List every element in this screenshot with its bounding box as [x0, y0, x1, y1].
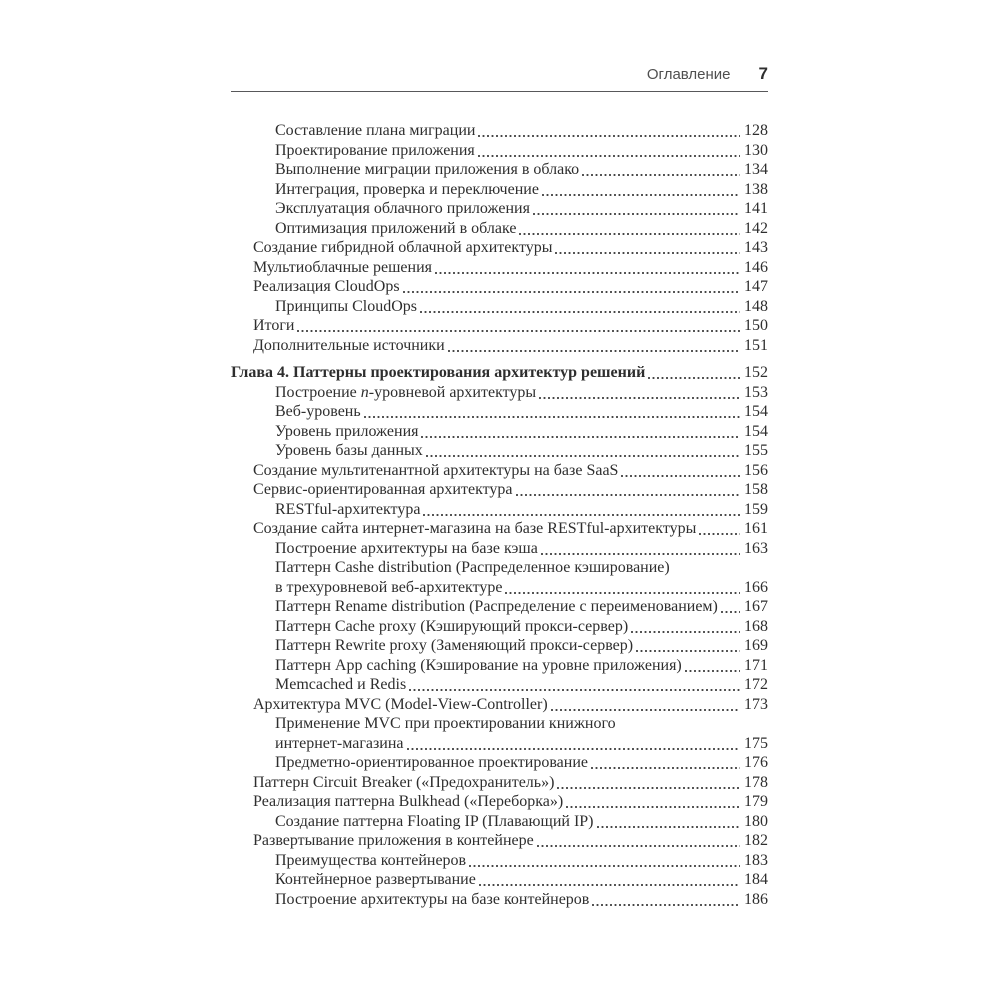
- dot-leader: [648, 377, 740, 379]
- toc-entry-page: 155: [744, 442, 768, 459]
- toc-entry-title: Глава 4. Паттерны проектирования архитектур решений: [231, 364, 646, 381]
- toc-entry-title: Паттерн Cache proxy (Кэширующий прокси-сервер): [275, 617, 629, 635]
- toc-row: [231, 363, 768, 383]
- dot-leader: [407, 748, 740, 750]
- dot-leader: [516, 494, 740, 496]
- toc-row: [231, 199, 768, 219]
- toc-row: [231, 636, 768, 656]
- toc-row: [231, 812, 768, 832]
- dot-leader: [478, 155, 740, 157]
- toc-entry-title: Развертывание приложения в контейнере: [253, 832, 534, 849]
- dot-leader: [364, 416, 740, 418]
- dot-leader: [421, 436, 740, 438]
- toc-row: [231, 558, 768, 578]
- toc-row: [231, 519, 768, 539]
- toc-row: [231, 792, 768, 812]
- toc-entry-page: 142: [744, 219, 768, 237]
- toc-entry-title: Уровень приложения: [275, 422, 419, 440]
- dot-leader: [699, 533, 740, 535]
- toc-entry-page: 175: [744, 734, 768, 752]
- toc-row: [231, 578, 768, 598]
- toc-entry-page: 161: [744, 520, 768, 537]
- toc-row: [231, 656, 768, 676]
- toc-entry-page: 180: [744, 812, 768, 830]
- toc-entry-page: 183: [744, 851, 768, 869]
- dot-leader: [541, 553, 740, 555]
- toc-entry-page: 156: [744, 461, 768, 479]
- toc-row: [231, 316, 768, 336]
- toc-row: [231, 773, 768, 793]
- toc-row: [231, 500, 768, 520]
- dot-leader: [519, 233, 740, 235]
- page-content: [231, 64, 768, 909]
- toc-row: [231, 714, 768, 734]
- page-number: 7: [758, 64, 768, 83]
- toc-entry-page: 148: [744, 297, 768, 315]
- toc-entry-page: 150: [744, 317, 768, 334]
- toc-entry-page: 167: [744, 598, 768, 615]
- toc-entry-title: Создание мультитенантной архитектуры на базе SaaS: [253, 461, 619, 479]
- dot-leader: [566, 806, 740, 808]
- toc-entry-title: Создание гибридной облачной архитектуры: [253, 239, 553, 256]
- toc-row: [231, 297, 768, 317]
- toc-entry-page: 151: [744, 336, 768, 354]
- dot-leader: [542, 194, 740, 196]
- toc-entry-page: 173: [744, 695, 768, 713]
- toc-entry-title: Выполнение миграции приложения в облако: [275, 161, 580, 178]
- toc-entry-title: Принципы CloudOps: [275, 297, 418, 315]
- toc-entry-title: Построение архитектуры на базе кэша: [275, 539, 538, 557]
- toc-entry-page: 159: [744, 500, 768, 518]
- toc-entry-title: Memcached и Redis: [275, 676, 407, 693]
- toc-row: [231, 441, 768, 461]
- toc-entry-page: 134: [744, 161, 768, 178]
- toc-entry-title: Эксплуатация облачного приложения: [275, 200, 530, 217]
- toc-entry-title: RESTful-архитектура: [275, 500, 421, 518]
- toc-entry-title: Создание паттерна Floating IP (Плавающий IP): [275, 812, 594, 830]
- dot-leader: [448, 350, 740, 352]
- toc-row: [231, 695, 768, 715]
- toc-entry-title: Мультиоблачные решения: [253, 258, 433, 276]
- toc-row: [231, 831, 768, 851]
- toc-entry-title: Реализация CloudOps: [253, 278, 400, 295]
- toc-row: [231, 870, 768, 890]
- toc-row: [231, 422, 768, 442]
- toc-entry-page: 152: [744, 364, 768, 381]
- toc-entry-page: 163: [744, 539, 768, 557]
- toc-row: [231, 238, 768, 258]
- dot-leader: [636, 650, 740, 652]
- dot-leader: [505, 592, 740, 594]
- running-header-title: Оглавление: [646, 66, 731, 83]
- toc-entry-page: 186: [744, 890, 768, 908]
- toc-entry-title: Паттерн Rename distribution (Распределение с переименованием): [275, 598, 718, 615]
- dot-leader: [537, 845, 740, 847]
- toc-entry-page: 178: [744, 773, 768, 791]
- toc-entry-title: Уровень базы данных: [275, 442, 423, 459]
- toc-entry-page: 169: [744, 637, 768, 654]
- toc-entry-title: в трехуровневой веб-архитектуре: [275, 578, 503, 596]
- toc-row: [231, 121, 768, 141]
- toc-entry-page: 154: [744, 403, 768, 420]
- dot-leader: [621, 475, 740, 477]
- toc-entry-title: Сервис-ориентированная архитектура: [253, 481, 513, 498]
- toc-row: [231, 461, 768, 481]
- dot-leader: [469, 865, 740, 867]
- dot-leader: [557, 787, 740, 789]
- toc-row: [231, 160, 768, 180]
- dot-leader: [403, 291, 740, 293]
- dot-leader: [435, 272, 740, 274]
- toc-entry-page: 141: [744, 200, 768, 217]
- toc-row: [231, 141, 768, 161]
- toc-row: [231, 258, 768, 278]
- toc-entry-page: 172: [744, 676, 768, 693]
- toc-row: [231, 539, 768, 559]
- toc-entry-title: Паттерн App caching (Кэширование на уровне приложения): [275, 656, 682, 674]
- dot-leader: [551, 709, 740, 711]
- toc-entry-title: Контейнерное развертывание: [275, 871, 476, 888]
- dot-leader: [420, 311, 740, 313]
- toc-entry-page: 184: [744, 871, 768, 888]
- dot-leader: [592, 904, 740, 906]
- toc-entry-page: 176: [744, 754, 768, 771]
- toc-entry-page: 171: [744, 656, 768, 674]
- toc-row: [231, 617, 768, 637]
- dot-leader: [631, 631, 740, 633]
- dot-leader: [426, 455, 740, 457]
- toc-entry-title: Итоги: [253, 317, 295, 334]
- toc-row: [231, 734, 768, 754]
- toc-entry-page: 158: [744, 481, 768, 498]
- dot-leader: [555, 252, 740, 254]
- toc-entry-page: 168: [744, 617, 768, 635]
- toc-row: [231, 675, 768, 695]
- toc-entry-title: Проектирование приложения: [275, 141, 475, 159]
- toc-entry-page: 138: [744, 180, 768, 198]
- toc-entry-title: Паттерн Rewrite proxy (Заменяющий прокси-сервер): [275, 637, 634, 654]
- dot-leader: [685, 670, 740, 672]
- toc-entry-page: 147: [744, 278, 768, 295]
- toc-entry-title: Паттерн Cashe distribution (Распределенное кэширование): [275, 559, 670, 576]
- toc-row: [231, 851, 768, 871]
- toc-entry-title: Составление плана миграции: [275, 122, 476, 139]
- toc-entry-title: Архитектура MVC (Model-View-Controller): [253, 695, 548, 713]
- running-header: [231, 64, 768, 92]
- toc-entry-title: Построение архитектуры на базе контейнеров: [275, 890, 590, 908]
- toc-entry-title: интернет-магазина: [275, 734, 404, 752]
- toc-entry-page: 154: [744, 422, 768, 440]
- dot-leader: [539, 397, 740, 399]
- toc-row: [231, 383, 768, 403]
- toc-row: [231, 336, 768, 356]
- dot-leader: [423, 514, 740, 516]
- toc-entry-title: Предметно-ориентированное проектирование: [275, 754, 588, 771]
- toc-entry-title: Паттерн Circuit Breaker («Предохранитель»): [253, 773, 555, 791]
- toc-entry-page: 179: [744, 793, 768, 810]
- toc-row: [231, 753, 768, 773]
- toc-row: [231, 277, 768, 297]
- toc-list: [231, 121, 768, 909]
- toc-entry-title: Дополнительные источники: [253, 336, 445, 354]
- toc-row: [231, 219, 768, 239]
- toc-entry-title: Преимущества контейнеров: [275, 851, 467, 869]
- toc-entry-page: 146: [744, 258, 768, 276]
- toc-entry-title: Создание сайта интернет-магазина на базе RESTful-архитектуры: [253, 520, 697, 537]
- dot-leader: [479, 884, 740, 886]
- toc-entry-page: 182: [744, 832, 768, 849]
- dot-leader: [297, 330, 740, 332]
- dot-leader: [478, 135, 740, 137]
- toc-row: [231, 480, 768, 500]
- toc-entry-title: Построение n-уровневой архитектуры: [275, 383, 537, 401]
- toc-entry-page: 128: [744, 122, 768, 139]
- toc-entry-title: Веб-уровень: [275, 403, 361, 420]
- toc-entry-page: 130: [744, 141, 768, 159]
- toc-entry-page: 143: [744, 239, 768, 256]
- dot-leader: [533, 213, 740, 215]
- toc-row: [231, 890, 768, 910]
- toc-entry-page: 166: [744, 578, 768, 596]
- toc-entry-title: Оптимизация приложений в облаке: [275, 219, 517, 237]
- dot-leader: [721, 611, 740, 613]
- toc-entry-title: Интеграция, проверка и переключение: [275, 180, 539, 198]
- toc-row: [231, 402, 768, 422]
- toc-row: [231, 597, 768, 617]
- dot-leader: [582, 174, 740, 176]
- dot-leader: [409, 689, 740, 691]
- toc-entry-title: Применение MVC при проектировании книжного: [275, 715, 616, 732]
- toc-entry-page: 153: [744, 383, 768, 401]
- toc-row: [231, 180, 768, 200]
- dot-leader: [591, 767, 740, 769]
- toc-entry-title: Реализация паттерна Bulkhead («Переборка»): [253, 793, 564, 810]
- dot-leader: [597, 826, 740, 828]
